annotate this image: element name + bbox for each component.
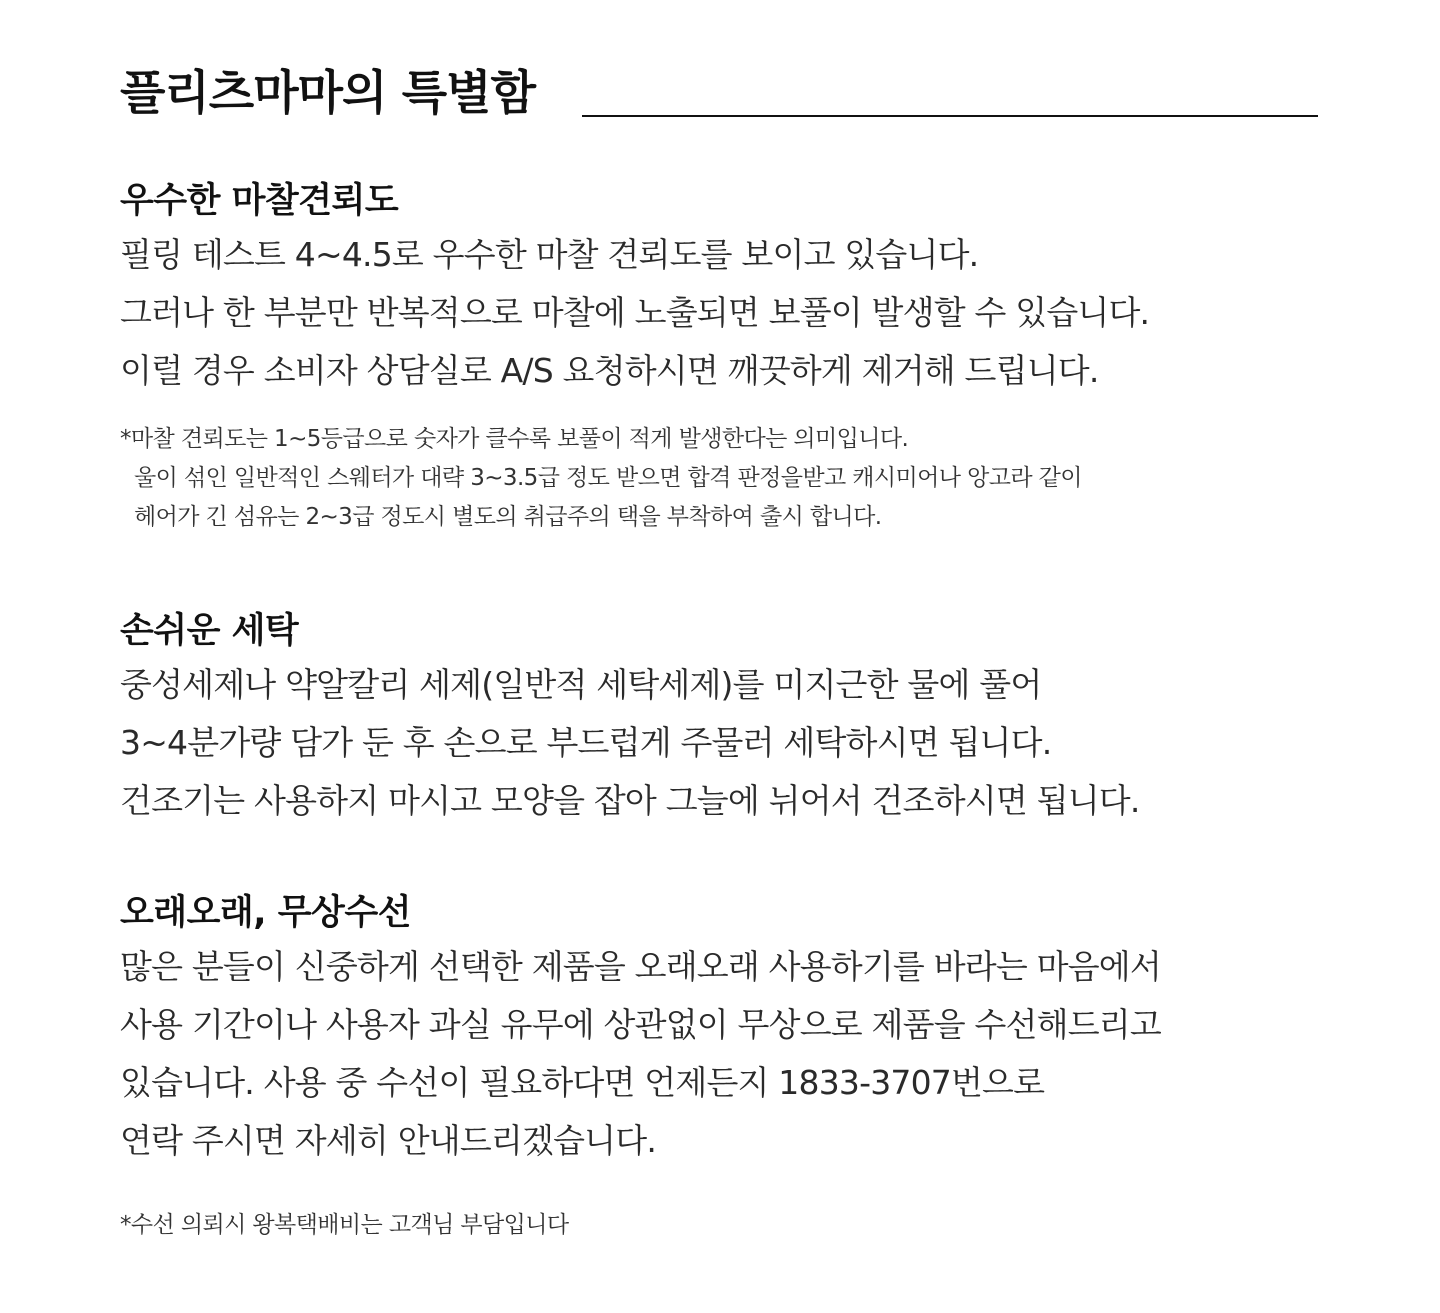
section-body-line: 건조기는 사용하지 마시고 모양을 잡아 그늘에 뉘어서 건조하시면 됩니다. (120, 781, 1140, 820)
section-body-line: 그러나 한 부분만 반복적으로 마찰에 노출되면 보풀이 발생할 수 있습니다. (120, 293, 1150, 332)
section-note (120, 420, 1340, 537)
section-body-line: 3~4분가량 담가 둔 후 손으로 부드럽게 주물러 세탁하시면 됩니다. (120, 723, 1052, 762)
section-body-line: 중성세제나 약알칼리 세제(일반적 세탁세제)를 미지근한 물에 풀어 (120, 665, 1042, 704)
section-easy-washing (120, 606, 1340, 830)
note-line: 울이 섞인 일반적인 스웨터가 대략 3~3.5급 정도 받으면 합격 판정을받고 캐시미어나 앙고라 같이 (134, 465, 1082, 491)
note-line: 헤어가 긴 섬유는 2~3급 정도시 별도의 취급주의 택을 부착하여 출시 합니다. (134, 504, 882, 530)
section-body-line: 연락 주시면 자세히 안내드리겠습니다. (120, 1121, 657, 1160)
page-header (120, 62, 1318, 126)
section-free-repair (120, 888, 1340, 1170)
section-title: 손쉬운 세탁 (120, 611, 299, 651)
section-body-line: 사용 기간이나 사용자 과실 유무에 상관없이 무상으로 제품을 수선해드리고 (120, 1005, 1161, 1044)
section-body-line: 있습니다. 사용 중 수선이 필요하다면 언제든지 1833-3707번으로 (120, 1063, 1045, 1102)
repair-footnote: *수선 의뢰시 왕복택배비는 고객님 부담입니다 (120, 1212, 569, 1238)
note-line: *마찰 견뢰도는 1~5등급으로 숫자가 클수록 보풀이 적게 발생한다는 의미입니다. (120, 426, 909, 452)
section-body-line: 많은 분들이 신중하게 선택한 제품을 오래오래 사용하기를 바라는 마음에서 (120, 947, 1161, 986)
header-divider (582, 115, 1318, 117)
section-body-line: 필링 테스트 4~4.5로 우수한 마찰 견뢰도를 보이고 있습니다. (120, 235, 979, 274)
section-abrasion-fastness (120, 176, 1340, 537)
section-title: 오래오래, 무상수선 (120, 893, 411, 933)
section-title: 우수한 마찰견뢰도 (120, 181, 399, 221)
section-body-line: 이럴 경우 소비자 상담실로 A/S 요청하시면 깨끗하게 제거해 드립니다. (120, 351, 1099, 390)
page-title: 플리츠마마의 특별함 (120, 66, 535, 121)
